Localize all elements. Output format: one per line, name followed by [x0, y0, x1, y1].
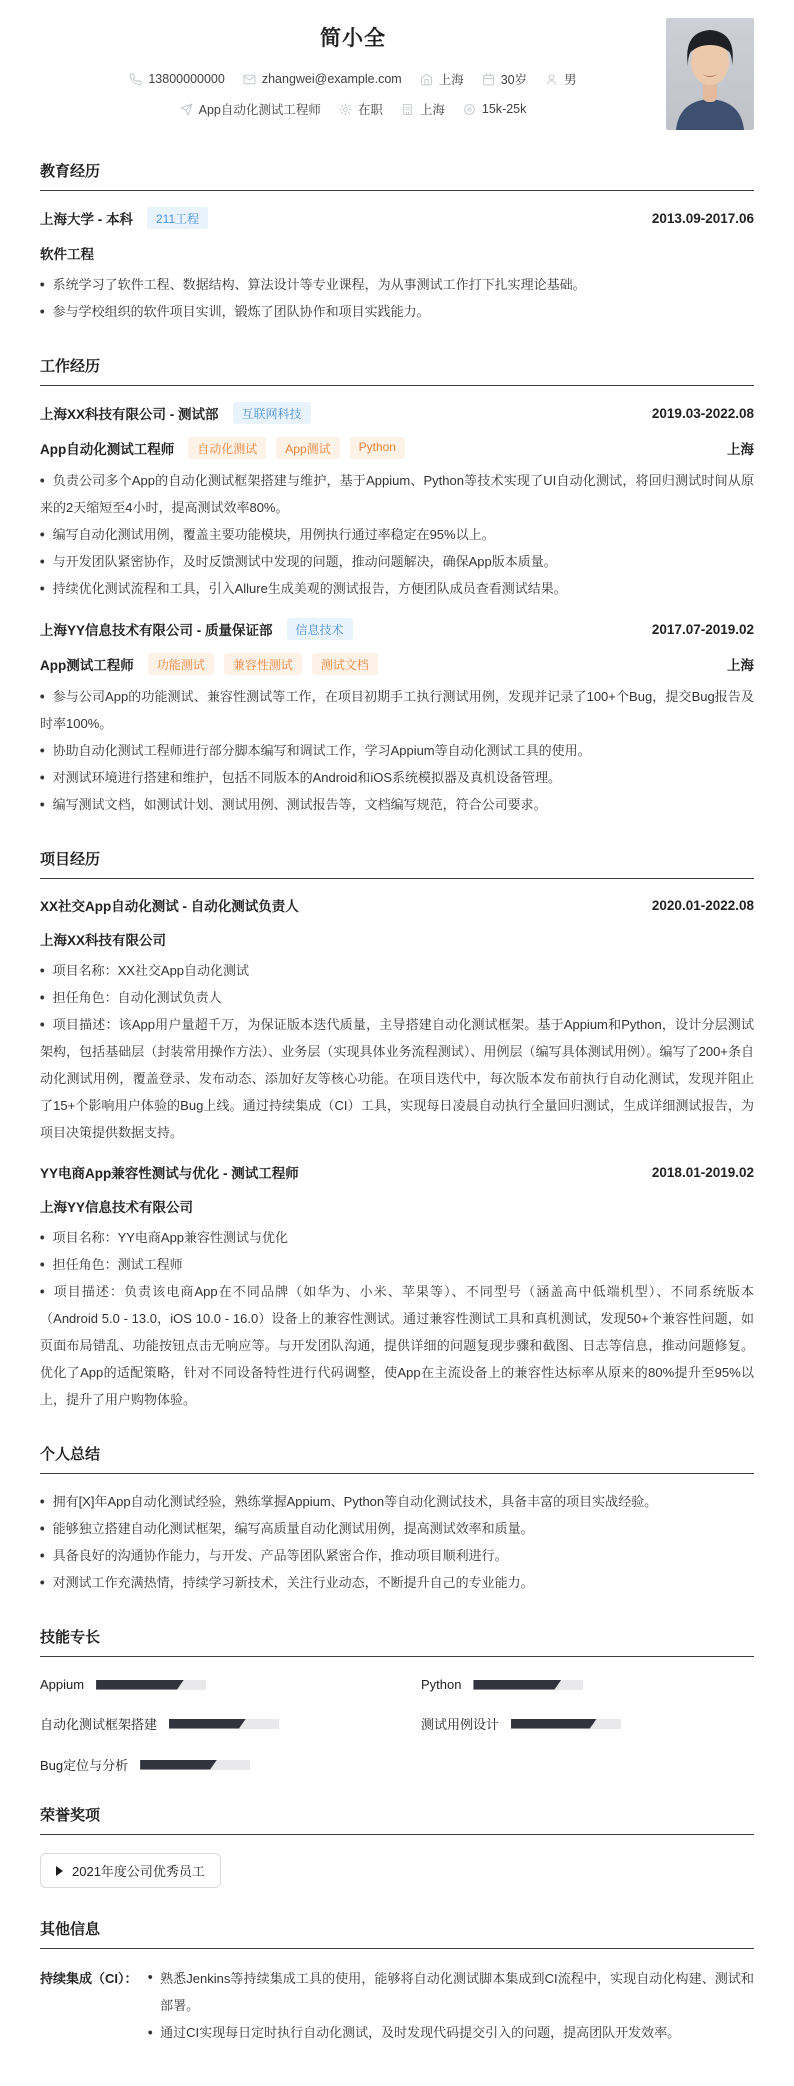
contact-row-2 — [40, 100, 666, 118]
education-date: 2013.09-2017.06 — [651, 210, 754, 226]
bullet-text: 协助自动化测试工程师进行部分脚本编写和调试工作，学习Appium等自动化测试工具的使用。 — [52, 743, 591, 758]
calendar-icon — [482, 73, 495, 86]
bullet-dot: • — [39, 989, 45, 1006]
bullet-dot: • — [39, 688, 45, 705]
job-role-row — [40, 437, 754, 459]
list-item — [40, 1515, 754, 1542]
salary-value: 15k-25k — [481, 102, 527, 116]
list-item — [40, 298, 754, 325]
bullet-dot: • — [39, 1016, 45, 1033]
job-role: App测试工程师 — [40, 658, 134, 673]
project-header — [40, 895, 754, 915]
company-name: 上海XX科技有限公司 - 测试部 — [40, 407, 219, 422]
skill-bar-fill — [140, 1760, 217, 1770]
bullet-dot: • — [39, 1547, 45, 1564]
job-skill-tags — [188, 437, 405, 459]
list-item — [40, 1011, 754, 1146]
contact-salary — [463, 102, 526, 116]
project-company: 上海YY信息技术有限公司 — [40, 1200, 194, 1215]
bullet-text: 通过CI实现每日定时执行自动化测试，及时发现代码提交引入的问题，提高团队开发效率。 — [160, 2025, 681, 2040]
bullet-dot: • — [39, 276, 45, 293]
other-title: 其他信息 — [40, 1918, 754, 1949]
bullet-text: 拥有[X]年App自动化测试经验，熟练掌握Appium、Python等自动化测试技术，具备丰富的项目实战经验。 — [52, 1494, 658, 1509]
header-main — [40, 16, 666, 130]
skill-item — [40, 1755, 373, 1774]
bullet-dot: • — [39, 580, 45, 597]
bullet-dot: • — [39, 796, 45, 813]
job-role-row — [40, 653, 754, 675]
project-date: 2018.01-2019.02 — [651, 1164, 754, 1180]
list-item — [148, 2019, 754, 2046]
home-icon — [420, 73, 433, 86]
job-status-value: 在职 — [357, 103, 383, 117]
job-header — [40, 618, 754, 640]
industry-tag: 互联网科技 — [233, 402, 311, 424]
bullet-text: 参与学校组织的软件项目实训，锻炼了团队协作和项目实践能力。 — [52, 304, 430, 319]
skill-tag: 自动化测试 — [188, 437, 266, 459]
skill-bar-fill — [96, 1680, 184, 1690]
bullet-dot: • — [39, 1283, 45, 1300]
honor-chip[interactable] — [40, 1853, 221, 1888]
projects-title: 项目经历 — [40, 848, 754, 879]
project-company: 上海XX科技有限公司 — [40, 933, 167, 948]
summary-bullets — [40, 1488, 754, 1596]
bullet-text: 对测试工作充满热情，持续学习新技术，关注行业动态，不断提升自己的专业能力。 — [52, 1575, 534, 1590]
bullet-text: 具备良好的沟通协作能力，与开发、产品等团队紧密合作，推动项目顺利进行。 — [52, 1548, 508, 1563]
bullet-dot: • — [39, 1520, 45, 1537]
job-title-value: App自动化测试工程师 — [198, 103, 321, 117]
contact-row-1 — [40, 70, 666, 88]
company-name: 上海YY信息技术有限公司 - 质量保证部 — [40, 623, 273, 638]
skill-bar — [140, 1760, 250, 1770]
section-summary — [40, 1443, 754, 1596]
skill-name: Python — [421, 1677, 462, 1692]
bullet-text: 系统学习了软件工程、数据结构、算法设计等专业课程，为从事测试工作打下扎实理论基础。 — [52, 277, 586, 292]
job-entry — [40, 618, 754, 818]
bullet-text: 对测试环境进行搭建和维护，包括不同版本的Android和iOS系统模拟器及真机设备管理。 — [52, 770, 562, 785]
project-date: 2020.01-2022.08 — [651, 897, 754, 913]
job-bullets — [40, 683, 754, 818]
other-label: 持续集成（CI）： — [40, 1971, 138, 1986]
skill-tag: Python — [350, 437, 405, 459]
skill-bar-fill — [473, 1680, 561, 1690]
bullet-text: 编写自动化测试用例，覆盖主要功能模块，用例执行通过率稳定在95%以上。 — [52, 527, 495, 542]
paper-plane-icon — [180, 103, 193, 116]
bullet-text: 与开发团队紧密协作，及时反馈测试中发现的问题，推动问题解决，确保App版本质量。 — [52, 554, 557, 569]
summary-title: 个人总结 — [40, 1443, 754, 1474]
age-value: 30岁 — [500, 73, 528, 87]
mail-icon — [243, 73, 256, 86]
city-value: 上海 — [438, 73, 464, 87]
other-bullets — [148, 1965, 754, 2046]
skill-name: Appium — [40, 1677, 85, 1692]
project-entry — [40, 1162, 754, 1413]
gender-value: 男 — [564, 73, 577, 87]
bullet-dot: • — [39, 526, 45, 543]
bullet-dot: • — [39, 472, 45, 489]
list-item — [40, 1251, 754, 1278]
education-title: 教育经历 — [40, 160, 754, 191]
bullet-dot: • — [39, 742, 45, 759]
job-header — [40, 402, 754, 424]
bullet-dot: • — [39, 1574, 45, 1591]
list-item — [40, 1224, 754, 1251]
skill-item — [421, 1677, 754, 1692]
building-icon — [401, 103, 414, 116]
work-city-value: 上海 — [419, 103, 445, 117]
job-skill-tags — [148, 653, 378, 675]
project-bullets — [40, 957, 754, 1146]
contact-gender — [545, 70, 577, 88]
list-item — [40, 737, 754, 764]
phone-icon — [129, 73, 142, 86]
list-item — [40, 1569, 754, 1596]
job-role: App自动化测试工程师 — [40, 442, 175, 457]
skill-bar — [169, 1719, 279, 1729]
contact-job-title — [180, 100, 321, 118]
skill-name: 测试用例设计 — [421, 1717, 500, 1732]
bullet-text: 编写测试文档，如测试计划、测试用例、测试报告等，文档编写规范，符合公司要求。 — [52, 797, 547, 812]
list-item — [40, 467, 754, 521]
industry-tag: 信息技术 — [287, 618, 353, 640]
contact-work-city — [401, 100, 445, 118]
skill-item — [40, 1677, 373, 1692]
skill-tag: 兼容性测试 — [224, 653, 302, 675]
skill-tag: 测试文档 — [312, 653, 378, 675]
project-entry — [40, 895, 754, 1146]
skill-item — [421, 1714, 754, 1733]
bullet-dot: • — [39, 553, 45, 570]
gender-icon — [545, 73, 558, 86]
contact-email — [243, 72, 402, 86]
skill-tag: App测试 — [276, 437, 339, 459]
list-item — [40, 1488, 754, 1515]
list-item — [40, 271, 754, 298]
list-item — [40, 521, 754, 548]
project-name: YY电商App兼容性测试与优化 - 测试工程师 — [40, 1166, 299, 1181]
bullet-text: 能够独立搭建自动化测试框架，编写高质量自动化测试用例，提高测试效率和质量。 — [52, 1521, 534, 1536]
profile-photo — [666, 18, 754, 130]
skill-bar-fill — [169, 1719, 246, 1729]
section-skills — [40, 1626, 754, 1774]
bullet-dot: • — [39, 962, 45, 979]
skill-bar — [96, 1680, 206, 1690]
section-honors — [40, 1804, 754, 1888]
project-header — [40, 1162, 754, 1182]
section-projects — [40, 848, 754, 1413]
list-item — [40, 548, 754, 575]
contact-age — [482, 70, 527, 88]
list-item — [40, 984, 754, 1011]
list-item — [40, 957, 754, 984]
school-tag: 211工程 — [147, 207, 208, 229]
skill-name: Bug定位与分析 — [40, 1758, 129, 1773]
phone-value: 13800000000 — [148, 72, 225, 86]
job-location: 上海 — [727, 442, 754, 457]
list-item — [40, 1542, 754, 1569]
skill-grid — [40, 1677, 754, 1774]
job-bullets — [40, 467, 754, 602]
list-item — [40, 575, 754, 602]
bullet-dot: • — [147, 1968, 153, 1986]
bullet-text: 持续优化测试流程和工具，引入Allure生成美观的测试报告，方便团队成员查看测试结果。 — [52, 581, 567, 596]
list-item — [40, 1278, 754, 1413]
bullet-text: 项目名称：YY电商App兼容性测试与优化 — [52, 1230, 289, 1245]
skills-title: 技能专长 — [40, 1626, 754, 1657]
honors-title: 荣誉奖项 — [40, 1804, 754, 1835]
skill-bar — [473, 1680, 583, 1690]
job-date: 2017.07-2019.02 — [651, 621, 754, 637]
target-icon — [463, 103, 476, 116]
bullet-dot: • — [39, 1229, 45, 1246]
skill-tag: 功能测试 — [148, 653, 214, 675]
project-bullets — [40, 1224, 754, 1413]
education-bullets — [40, 271, 754, 325]
contact-job-status — [339, 100, 383, 118]
honor-text: 2021年度公司优秀员工 — [72, 1864, 205, 1879]
project-name: XX社交App自动化测试 - 自动化测试负责人 — [40, 899, 299, 914]
bullet-text: 项目描述：负责该电商App在不同品牌（如华为、小米、苹果等）、不同型号（涵盖高中低端机型）、不同系统版本（Android 5.0 - 13.0，iOS 10.0 - 16.0）设备上的兼容性测试。通过兼容性测试工具和真机测试，发现50+个兼容性问题，如页面布局错乱、功能按钮点击无响应等。与开发团队沟通，提供详细的问题复现步骤和截图、日志等信息，推动问题修复。优化了App的适配策略，针对不同设备特性进行代码调整，使App在主流设备上的兼容性达标率从原来的80%提升至95%以上，提升了用户购物体验。 — [40, 1284, 754, 1407]
expand-arrow-icon — [56, 1866, 63, 1876]
gear-icon — [339, 103, 352, 116]
school-name: 上海大学 - 本科 — [40, 212, 133, 227]
profile-photo-image — [666, 18, 754, 130]
bullet-text: 项目名称：XX社交App自动化测试 — [52, 963, 250, 978]
bullet-dot: • — [39, 1493, 45, 1510]
work-title: 工作经历 — [40, 355, 754, 386]
bullet-text: 担任角色：测试工程师 — [52, 1257, 183, 1272]
list-item — [148, 1965, 754, 2019]
skill-item — [40, 1714, 373, 1733]
job-date: 2019.03-2022.08 — [651, 405, 754, 421]
bullet-dot: • — [39, 303, 45, 320]
list-item — [40, 791, 754, 818]
other-block — [40, 1965, 754, 2046]
bullet-text: 项目描述：该App用户量超千万，为保证版本迭代质量，主导搭建自动化测试框架。基于Appium和Python，设计分层测试架构，包括基础层（封装常用操作方法）、业务层（实现具体业务流程测试）、用例层（编写具体测试用例）。编写了200+条自动化测试用例，覆盖登录、发布动态、添加好友等核心功能。在项目迭代中，每次版本发布前执行自动化测试，发现并阻止了15+个影响用户体验的Bug上线。通过持续集成（CI）工具，实现每日凌晨自动执行全量回归测试，生成详细测试报告，为项目决策提供数据支持。 — [40, 1017, 754, 1140]
contact-city — [420, 70, 464, 88]
job-entry — [40, 402, 754, 602]
job-location: 上海 — [727, 658, 754, 673]
section-education — [40, 160, 754, 325]
email-value: zhangwei@example.com — [261, 72, 402, 86]
contact-phone — [129, 72, 224, 86]
candidate-name: 简小全 — [320, 27, 386, 50]
list-item — [40, 764, 754, 791]
skill-bar-fill — [511, 1719, 597, 1729]
bullet-text: 负责公司多个App的自动化测试框架搭建与维护，基于Appium、Python等技术实现了UI自动化测试，将回归测试时间从原来的2天缩短至4小时，提高测试效率80%。 — [40, 473, 754, 515]
bullet-dot: • — [147, 2024, 153, 2041]
bullet-text: 参与公司App的功能测试、兼容性测试等工作，在项目初期手工执行测试用例，发现并记录了100+个Bug，提交Bug报告及时率100%。 — [40, 689, 754, 731]
skill-bar — [511, 1719, 621, 1729]
bullet-text: 熟悉Jenkins等持续集成工具的使用，能够将自动化测试脚本集成到CI流程中，实现自动化构建、测试和部署。 — [160, 1971, 754, 2013]
education-entry-header — [40, 207, 754, 229]
resume-header — [40, 16, 754, 130]
education-major: 软件工程 — [40, 247, 94, 262]
bullet-dot: • — [39, 769, 45, 786]
bullet-text: 担任角色：自动化测试负责人 — [52, 990, 222, 1005]
section-other — [40, 1918, 754, 2046]
list-item — [40, 683, 754, 737]
skill-name: 自动化测试框架搭建 — [40, 1717, 158, 1732]
bullet-dot: • — [39, 1256, 45, 1273]
section-work — [40, 355, 754, 818]
